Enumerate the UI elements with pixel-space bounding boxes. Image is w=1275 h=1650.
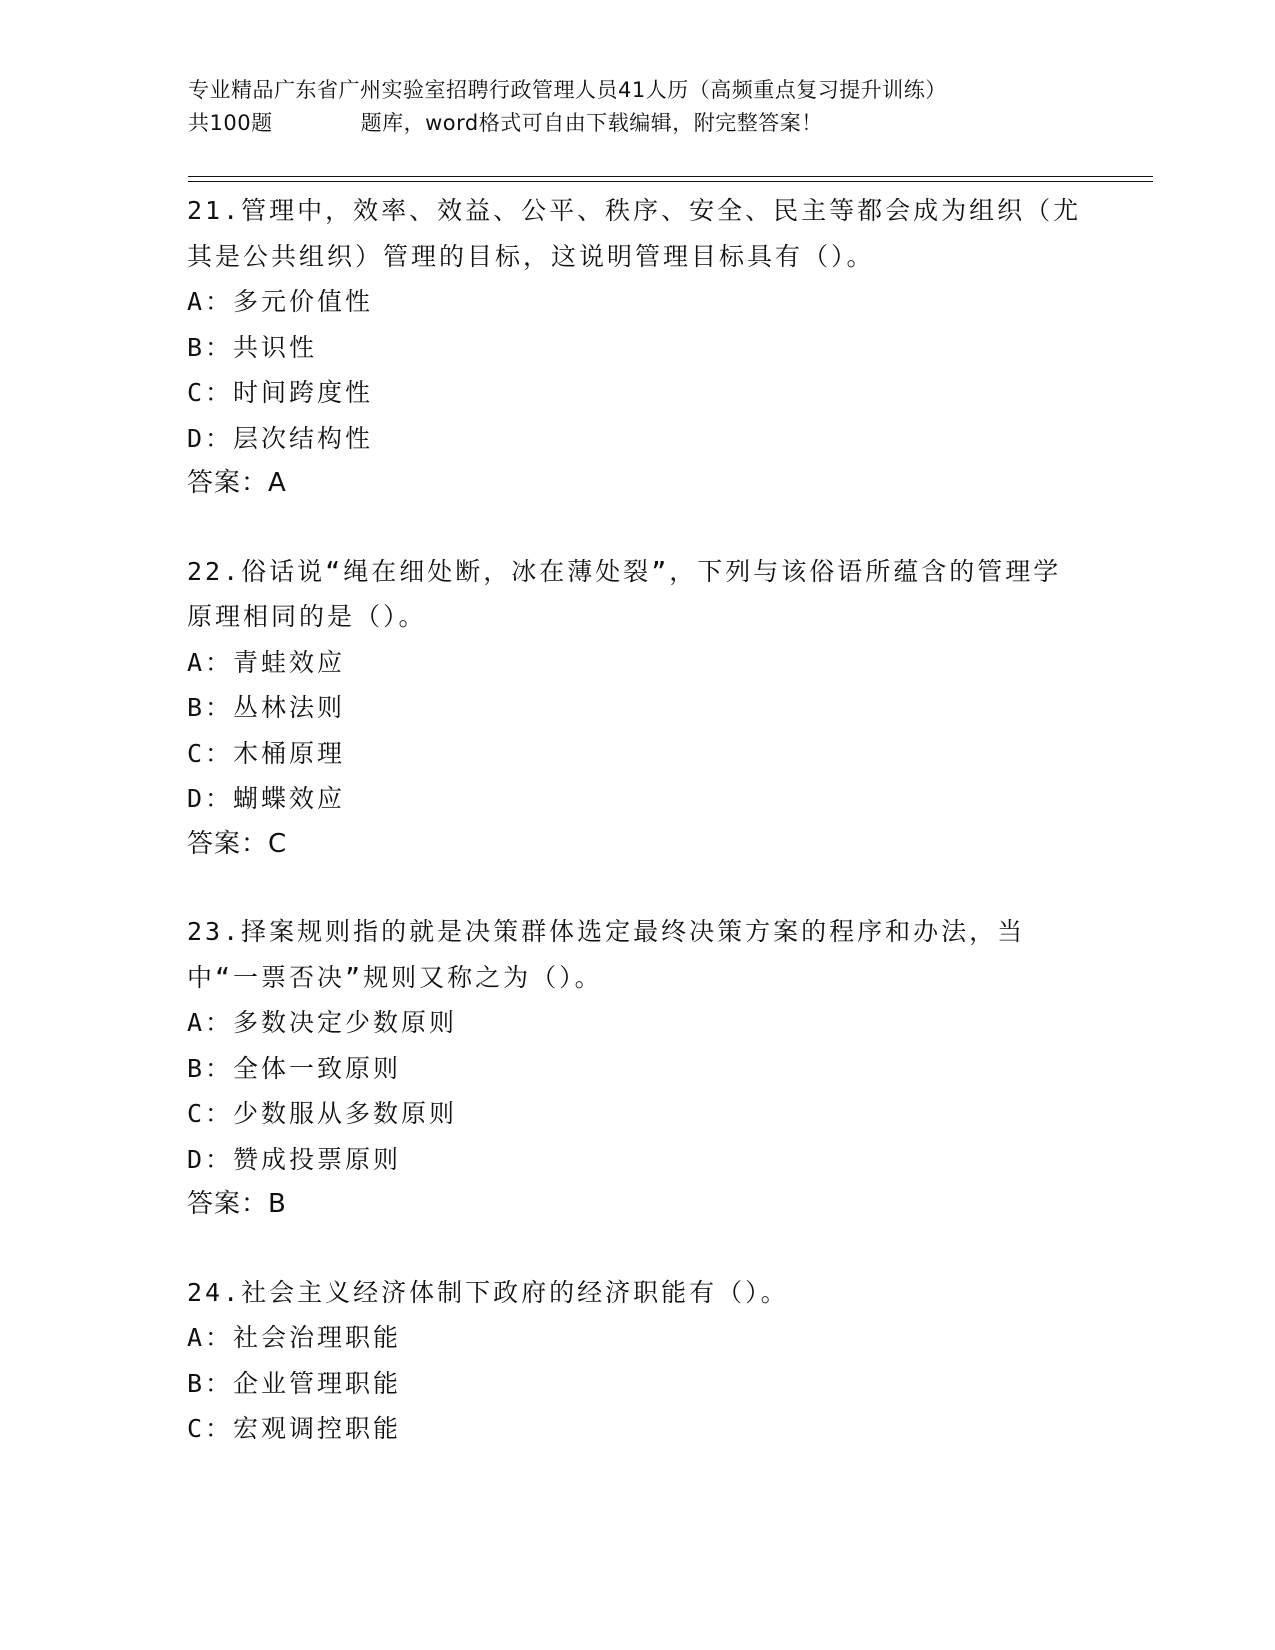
header-rule-top bbox=[188, 176, 1153, 177]
question-option: A：多数决定少数原则 bbox=[187, 1008, 458, 1037]
question-answer: 答案：A bbox=[187, 468, 287, 498]
question-stem: 23.择案规则指的就是决策群体选定最终决策方案的程序和办法，当中“一票否决”规则又称之为（）。 bbox=[187, 917, 1026, 992]
header-question-count: 共100题 bbox=[188, 111, 273, 135]
question-option: C：木桶原理 bbox=[187, 738, 346, 768]
question-option: B：丛林法则 bbox=[187, 693, 346, 722]
question-item bbox=[187, 909, 1087, 1228]
question-option: B：共识性 bbox=[187, 332, 318, 362]
header-title-line: 专业精品广东省广州实验室招聘行政管理人员41人历（高频重点复习提升训练） bbox=[188, 78, 947, 102]
document-header bbox=[188, 74, 1088, 140]
question-option: D：赞成投票原则 bbox=[187, 1144, 402, 1174]
question-stem: 24.社会主义经济体制下政府的经济职能有（）。 bbox=[187, 1277, 789, 1307]
question-option: D：蝴蝶效应 bbox=[187, 784, 346, 813]
question-item bbox=[187, 1270, 1087, 1452]
question-option: C：宏观调控职能 bbox=[187, 1414, 402, 1443]
question-option: C：时间跨度性 bbox=[187, 378, 374, 407]
question-stem: 21.管理中，效率、效益、公平、秩序、安全、民主等都会成为组织（尤其是公共组织）管理的目标，这说明管理目标具有（）。 bbox=[187, 196, 1082, 271]
header-description: 题库，word格式可自由下载编辑，附完整答案！ bbox=[360, 111, 823, 135]
question-answer: 答案：C bbox=[187, 828, 288, 859]
header-subtitle-line bbox=[188, 107, 1088, 140]
question-option: A：社会治理职能 bbox=[187, 1323, 402, 1352]
question-item bbox=[187, 549, 1087, 868]
question-option: D：层次结构性 bbox=[187, 423, 374, 453]
question-option: B：全体一致原则 bbox=[187, 1053, 402, 1083]
question-item bbox=[187, 188, 1087, 507]
question-option: B：企业管理职能 bbox=[187, 1368, 402, 1398]
header-rule-bottom bbox=[188, 181, 1153, 182]
question-stem: 22.俗话说“绳在细处断，冰在薄处裂”，下列与该俗语所蕴含的管理学原理相同的是（）。 bbox=[187, 556, 1062, 631]
question-answer: 答案：B bbox=[187, 1189, 287, 1219]
question-list bbox=[187, 188, 1087, 1494]
question-option: A：青蛙效应 bbox=[187, 647, 346, 677]
question-option: A：多元价值性 bbox=[187, 287, 374, 316]
question-option: C：少数服从多数原则 bbox=[187, 1099, 458, 1128]
